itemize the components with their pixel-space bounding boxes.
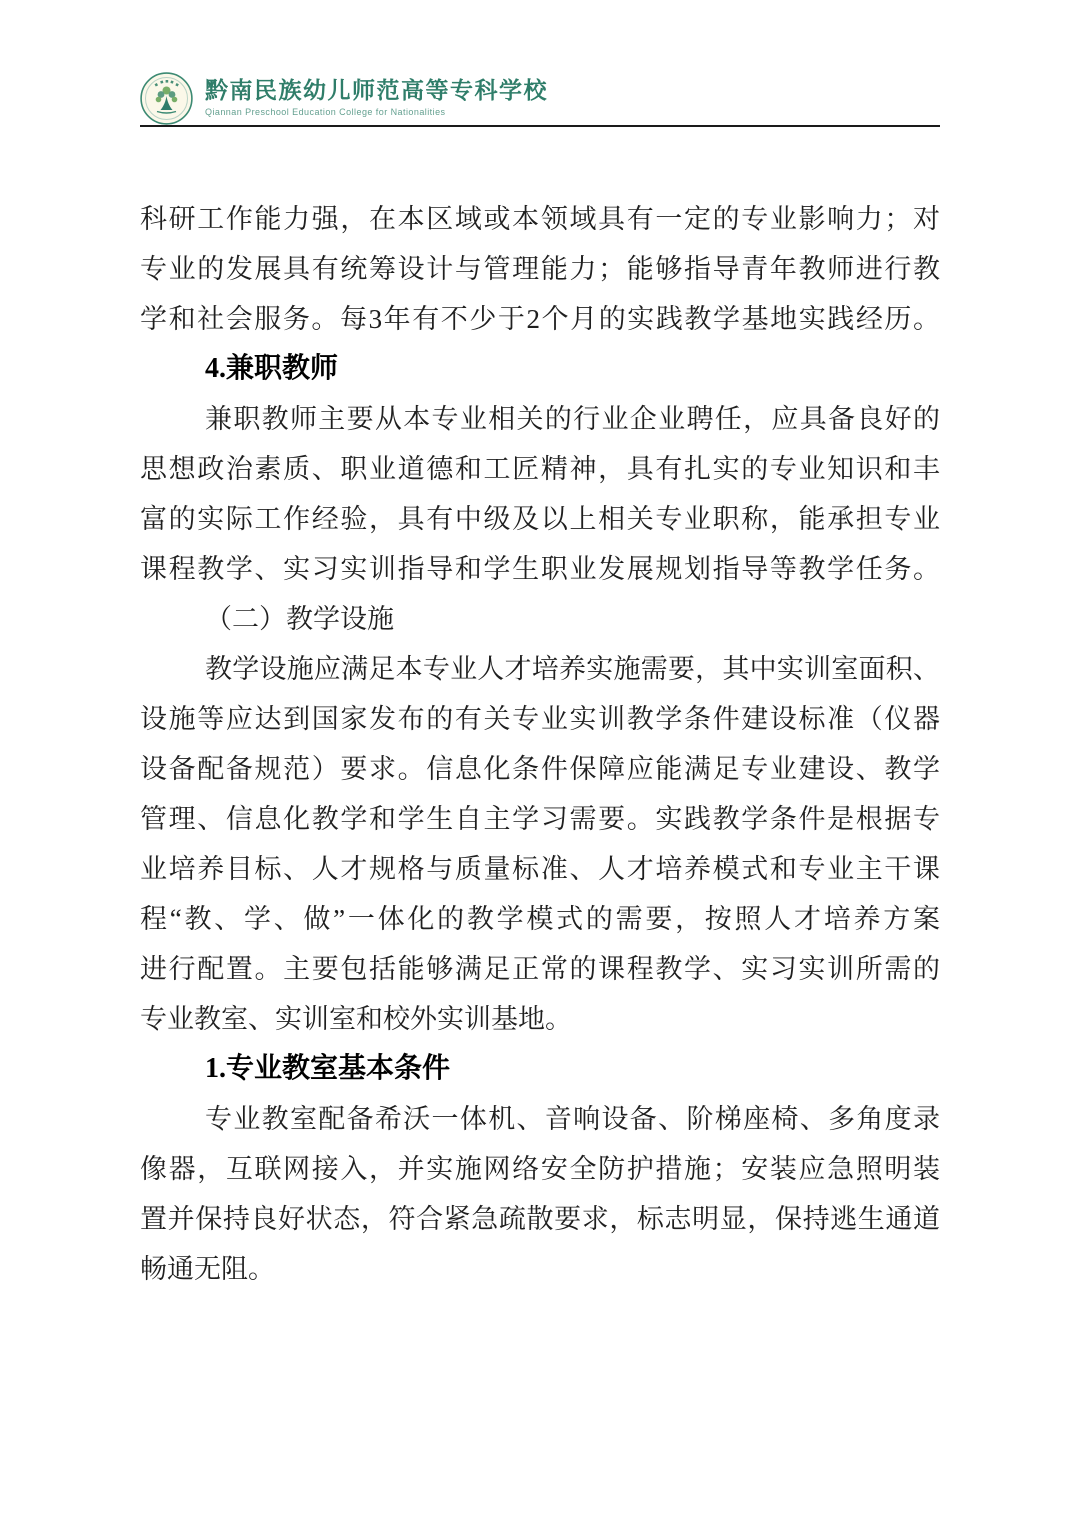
text-line: 进行配置。主要包括能够满足正常的课程教学、实习实训所需的 <box>140 954 940 984</box>
text-line: 置并保持良好状态，符合紧急疏散要求，标志明显，保持逃生通道 <box>140 1204 940 1234</box>
text-line: 兼职教师主要从本专业相关的行业企业聘任，应具备良好的 <box>205 404 940 434</box>
document-body <box>140 194 940 1294</box>
text-line: 科研工作能力强，在本区域或本领域具有一定的专业影响力；对 <box>140 204 940 234</box>
text-line: 专业教室、实训室和校外实训基地。 <box>140 1004 572 1034</box>
school-name-english: Qiannan Preschool Education College for Nationalities <box>205 107 446 118</box>
section-heading: 4.兼职教师 <box>205 353 339 384</box>
letterhead <box>140 72 940 125</box>
header-divider <box>140 125 940 127</box>
text-line: 学和社会服务。每3年有不少于2个月的实践教学基地实践经历。 <box>140 304 940 334</box>
text-line: 设施等应达到国家发布的有关专业实训教学条件建设标准（仪器 <box>140 704 940 734</box>
text-line: 思想政治素质、职业道德和工匠精神，具有扎实的专业知识和丰 <box>140 454 940 484</box>
section-heading: 1.专业教室基本条件 <box>205 1053 451 1084</box>
text-line: 管理、信息化教学和学生自主学习需要。实践教学条件是根据专 <box>140 804 940 834</box>
paragraph <box>140 1094 940 1294</box>
school-emblem-icon <box>140 72 193 125</box>
text-line: 像器，互联网接入，并实施网络安全防护措施；安装应急照明装 <box>140 1154 940 1184</box>
text-line: 畅通无阻。 <box>140 1254 275 1284</box>
text-line: 专业的发展具有统筹设计与管理能力；能够指导青年教师进行教 <box>140 254 940 284</box>
text-line: 富的实际工作经验，具有中级及以上相关专业职称，能承担专业 <box>140 504 940 534</box>
text-line: 业培养目标、人才规格与质量标准、人才培养模式和专业主干课 <box>140 854 940 884</box>
text-line: 程“教、学、做”一体化的教学模式的需要，按照人才培养方案 <box>140 904 940 934</box>
paragraph <box>140 644 940 1044</box>
paragraph <box>140 194 940 344</box>
letterhead-titles <box>205 72 548 117</box>
text-line: 专业教室配备希沃一体机、音响设备、阶梯座椅、多角度录 <box>205 1104 940 1134</box>
school-name-chinese: 黔南民族幼儿师范高等专科学校 <box>205 78 548 103</box>
paragraph <box>140 394 940 594</box>
text-line: 教学设施应满足本专业人才培养实施需要，其中实训室面积、 <box>205 654 940 684</box>
text-line: 课程教学、实习实训指导和学生职业发展规划指导等教学任务。 <box>140 554 940 584</box>
section-heading: （二）教学设施 <box>205 604 394 634</box>
page-header <box>140 72 940 127</box>
text-line: 设备配备规范）要求。信息化条件保障应能满足专业建设、教学 <box>140 754 940 784</box>
